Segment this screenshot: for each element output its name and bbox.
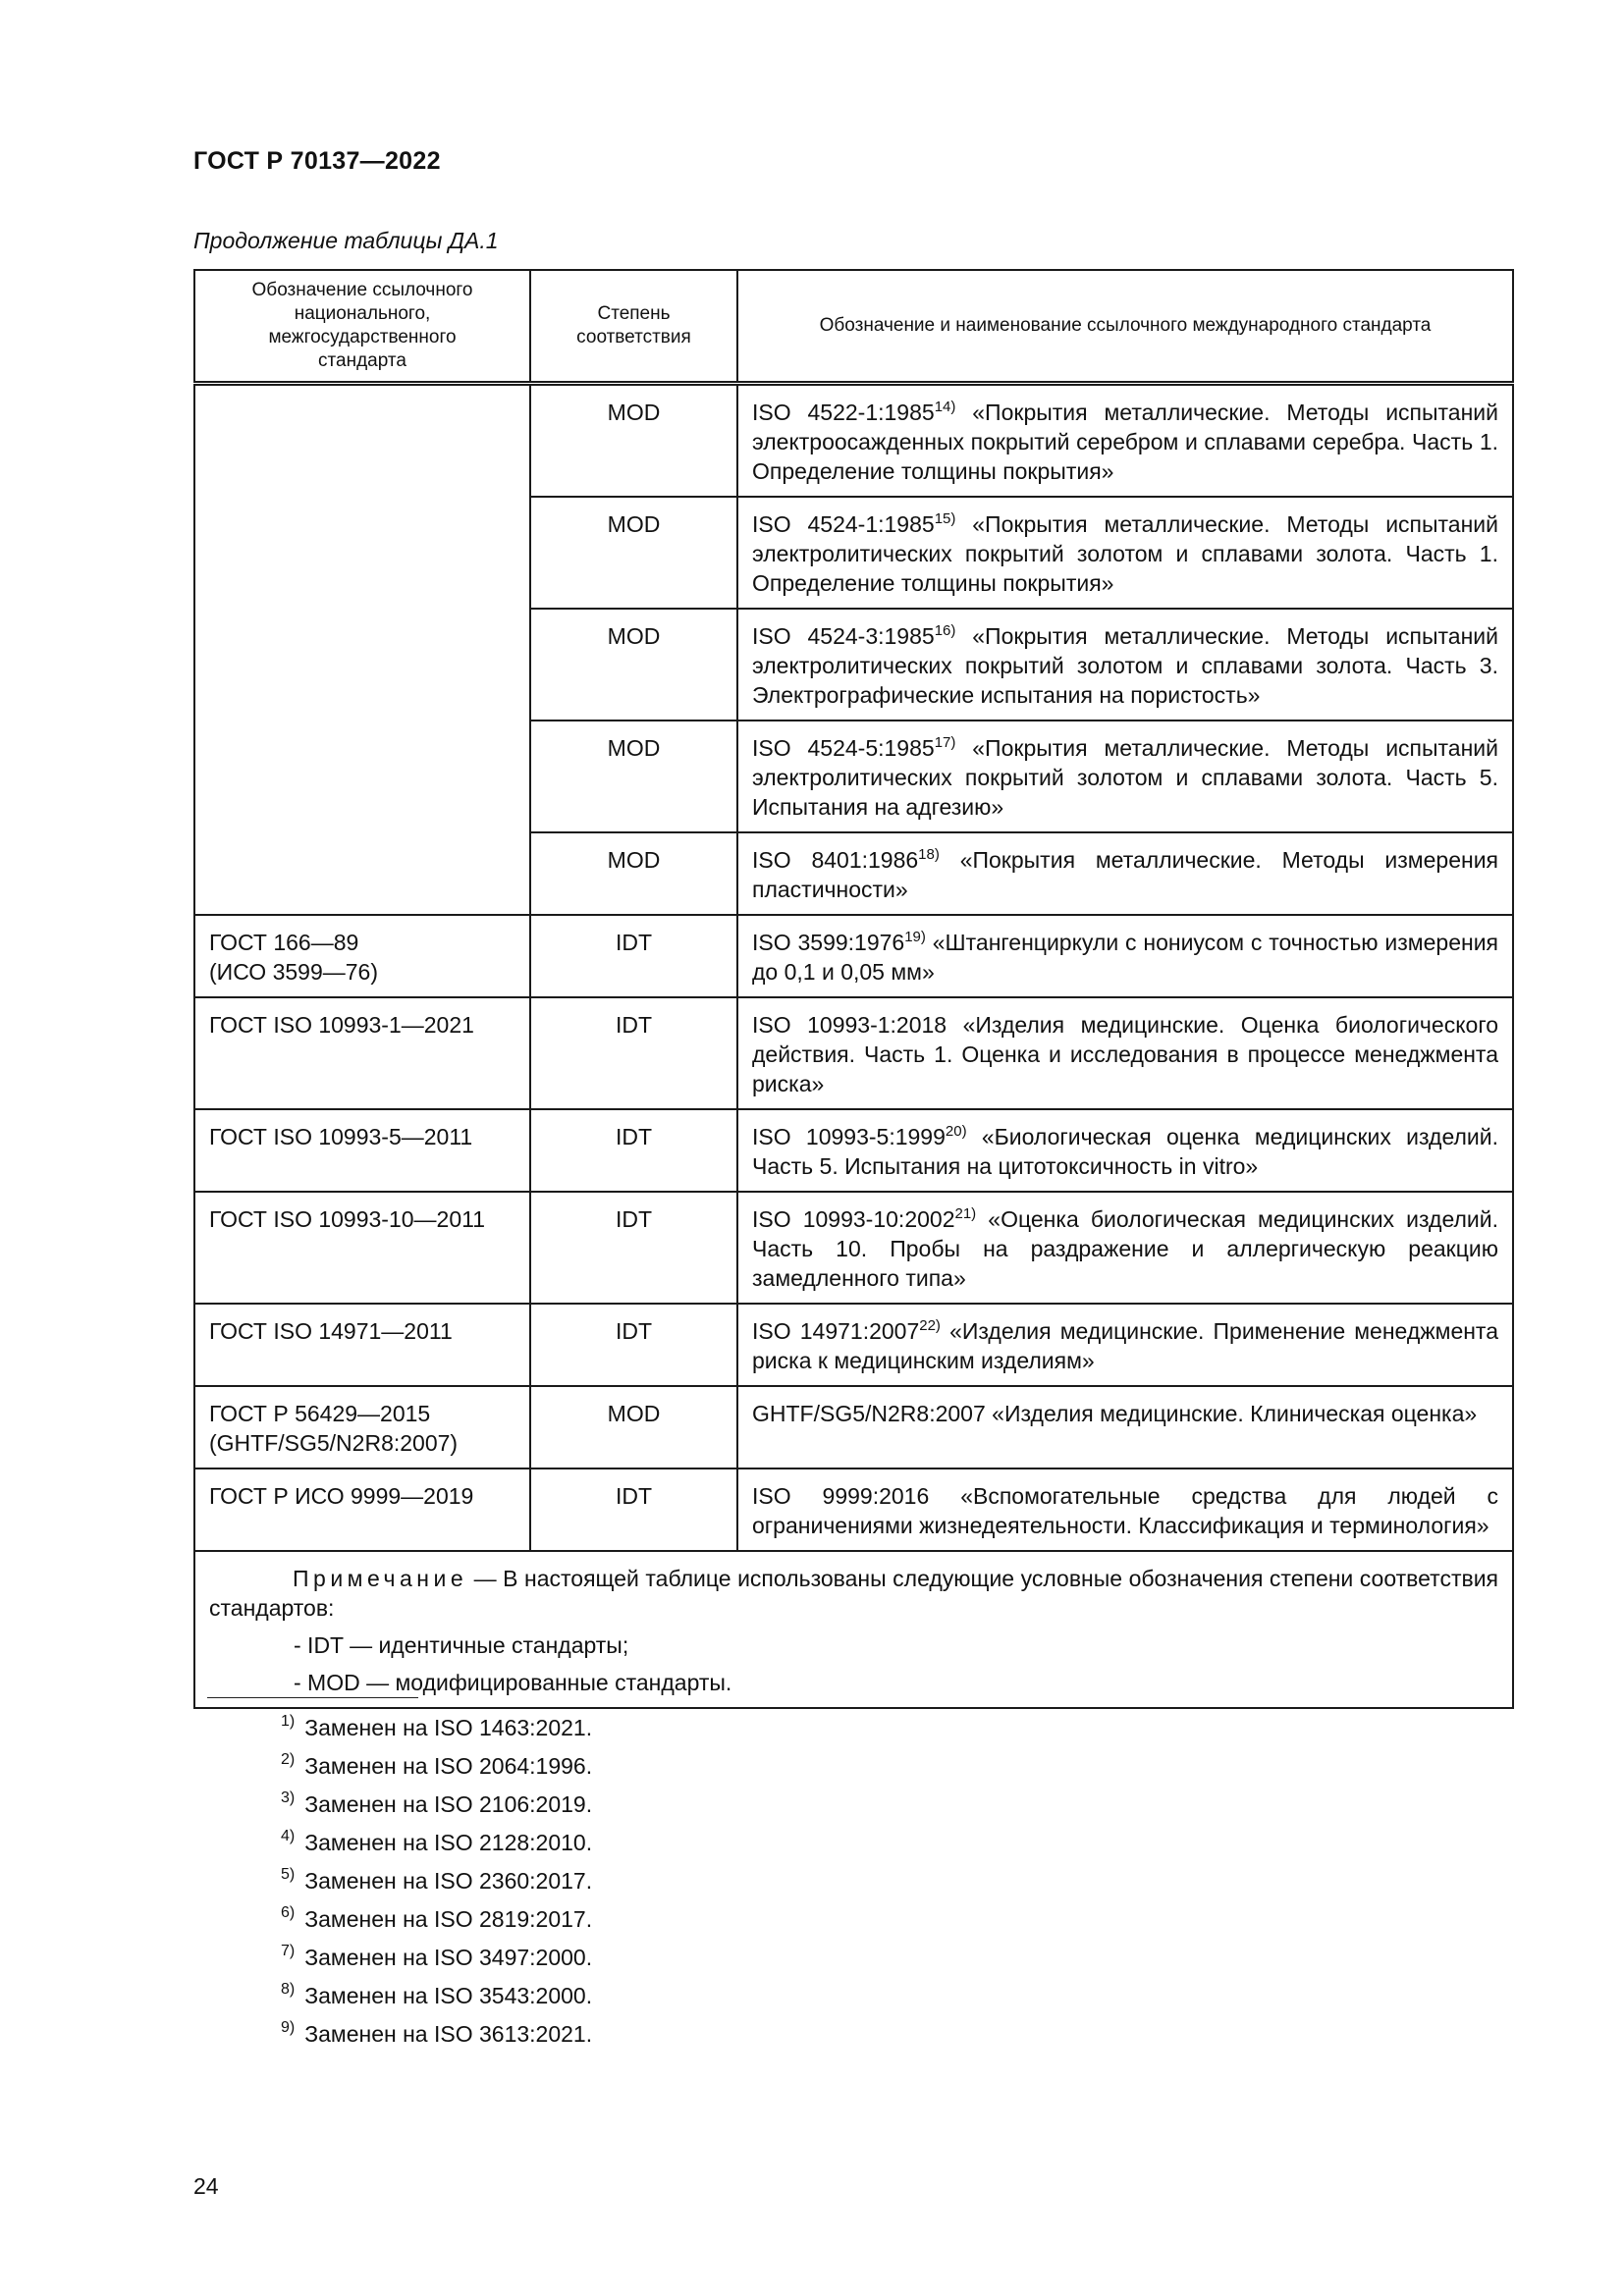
page-number: 24 [193, 2173, 219, 2199]
table-row [194, 609, 1513, 721]
national-standard: ГОСТ ISO 10993-10—2011 [209, 1206, 486, 1232]
table-row [194, 997, 1513, 1109]
table-row [194, 1109, 1513, 1192]
column-header-degree: Степень соответствия [530, 270, 737, 384]
national-standard: ГОСТ ISO 10993-5—2011 [209, 1124, 473, 1149]
note-text: — В настоящей таблице использованы следующие условные обозначения степени соответствия стандартов: [209, 1566, 1498, 1621]
table-row [194, 1468, 1513, 1551]
international-standard-code: ISO 4522-1:1985 [752, 400, 935, 425]
footnote-text: Заменен на ISO 3543:2000. [304, 1983, 593, 2008]
footnote [281, 1824, 592, 1862]
table-row [194, 832, 1513, 915]
national-standard-cell [194, 721, 530, 832]
international-standard-code: ISO 14971:2007 [752, 1318, 920, 1344]
international-standard-code: ISO 10993-5:1999 [752, 1124, 946, 1149]
international-standard-title: «Покрытия металлические. Методы испытаний электролитических покрытий золотом и сплавами золота. Часть 5. Испытания на адгезию» [752, 735, 1498, 820]
international-standard-cell [737, 609, 1513, 721]
national-standard: ГОСТ ISO 14971—2011 [209, 1318, 453, 1344]
footnote [281, 2015, 592, 2054]
footnote-ref: 21) [954, 1205, 977, 1222]
footnote-text: Заменен на ISO 2106:2019. [304, 1791, 593, 1817]
footnote [281, 1747, 592, 1786]
international-standard-code: ISO 10993-10:2002 [752, 1206, 955, 1232]
national-standard-cell [194, 1109, 530, 1192]
degree-of-correspondence: MOD [530, 609, 737, 721]
table-header-row [194, 270, 1513, 384]
note-item-idt: - IDT — идентичные стандарты; [294, 1632, 629, 1658]
international-standard-title: «Биологическая оценка медицинских изделий. Часть 5. Испытания на цитотоксичность in vitro» [752, 1124, 1499, 1179]
national-standard-equivalent: (ИСО 3599—76) [209, 959, 378, 985]
footnote-text: Заменен на ISO 2360:2017. [304, 1868, 593, 1894]
international-standard-code: GHTF/SG5/N2R8:2007 [752, 1401, 986, 1426]
footnote-number: 2) [281, 1751, 296, 1768]
table-row [194, 721, 1513, 832]
footnote [281, 1786, 592, 1824]
table-row [194, 915, 1513, 997]
national-standard-cell [194, 497, 530, 609]
footnote-text: Заменен на ISO 2064:1996. [304, 1753, 593, 1779]
footnote-number: 1) [281, 1713, 296, 1730]
footnote-text: Заменен на ISO 2819:2017. [304, 1906, 593, 1932]
footnote-ref: 16) [934, 622, 956, 639]
column-header-national: Обозначение ссылочного национального, межгосударственного стандарта [194, 270, 530, 384]
footnote-number: 5) [281, 1866, 296, 1883]
international-standard-cell [737, 1386, 1513, 1468]
international-standard-title: «Вспомогательные средства для людей с ограничениями жизнедеятельности. Классификация и терминология» [752, 1483, 1499, 1538]
table-row [194, 1386, 1513, 1468]
national-standard-cell [194, 997, 530, 1109]
international-standard-cell [737, 1192, 1513, 1304]
international-standard-title: «Штангенциркули с нониусом с точностью измерения до 0,1 и 0,05 мм» [752, 930, 1498, 985]
international-standard-code: ISO 3599:1976 [752, 930, 905, 955]
international-standard-code: ISO 4524-3:1985 [752, 623, 935, 649]
note-item-mod: - MOD — модифицированные стандарты. [294, 1670, 732, 1695]
degree-of-correspondence: IDT [530, 1304, 737, 1386]
standards-table [193, 269, 1514, 1709]
footnote [281, 1939, 592, 1977]
footnote-number: 6) [281, 1904, 296, 1921]
table-row [194, 497, 1513, 609]
table-caption: Продолжение таблицы ДА.1 [193, 228, 499, 253]
international-standard-cell [737, 1109, 1513, 1192]
footnotes [281, 1709, 592, 2054]
international-standard-code: ISO 9999:2016 [752, 1483, 930, 1509]
footnote [281, 1977, 592, 2015]
degree-of-correspondence: MOD [530, 721, 737, 832]
table-note-row [194, 1551, 1513, 1708]
national-standard-cell [194, 1304, 530, 1386]
footnote-ref: 20) [945, 1123, 967, 1140]
footnote-number: 9) [281, 2019, 296, 2036]
national-standard-cell [194, 384, 530, 498]
degree-of-correspondence: MOD [530, 497, 737, 609]
degree-of-correspondence: MOD [530, 384, 737, 498]
international-standard-cell [737, 721, 1513, 832]
international-standard-code: ISO 4524-1:1985 [752, 511, 935, 537]
national-standard-cell [194, 832, 530, 915]
footnote-number: 4) [281, 1828, 296, 1844]
table-note [194, 1551, 1513, 1708]
national-standard-cell [194, 609, 530, 721]
national-standard: ГОСТ Р 56429—2015 [209, 1401, 431, 1426]
national-standard-cell [194, 915, 530, 997]
footnote [281, 1709, 592, 1747]
international-standard-cell [737, 384, 1513, 498]
degree-of-correspondence: IDT [530, 1192, 737, 1304]
international-standard-title: «Изделия медицинские. Применение менеджмента риска к медицинским изделиям» [752, 1318, 1499, 1373]
international-standard-title: «Оценка биологическая медицинских изделий. Часть 10. Пробы на раздражение и аллергическую реакцию замедленного типа» [752, 1206, 1498, 1291]
degree-of-correspondence: MOD [530, 832, 737, 915]
national-standard-cell [194, 1386, 530, 1468]
national-standard-cell [194, 1468, 530, 1551]
footnote-ref: 14) [934, 399, 956, 415]
footnote [281, 1862, 592, 1900]
international-standard-code: ISO 10993-1:2018 [752, 1012, 947, 1038]
international-standard-cell [737, 1468, 1513, 1551]
international-standard-title: «Изделия медицинские. Оценка биологического действия. Часть 1. Оценка и исследования в процессе менеджмента риска» [752, 1012, 1498, 1096]
footnote-ref: 17) [934, 734, 956, 751]
footnote-ref: 22) [919, 1317, 941, 1334]
national-standard: ГОСТ 166—89 [209, 930, 359, 955]
table-row [194, 384, 1513, 498]
international-standard-title: «Покрытия металлические. Методы испытаний электролитических покрытий золотом и сплавами золота. Часть 1. Определение толщины покрытия» [752, 511, 1498, 596]
national-standard-cell [194, 1192, 530, 1304]
international-standard-cell [737, 997, 1513, 1109]
table-row [194, 1304, 1513, 1386]
degree-of-correspondence: IDT [530, 915, 737, 997]
footnote-ref: 15) [934, 510, 956, 527]
international-standard-title: «Покрытия металлические. Методы испытаний электроосажденных покрытий серебром и сплавами серебра. Часть 1. Определение толщины покрытия» [752, 400, 1498, 484]
footnote-number: 7) [281, 1943, 296, 1959]
footnote-number: 8) [281, 1981, 296, 1998]
footnote-text: Заменен на ISO 1463:2021. [304, 1715, 593, 1740]
international-standard-code: ISO 8401:1986 [752, 847, 919, 873]
document-code-header: ГОСТ Р 70137—2022 [193, 147, 441, 175]
international-standard-cell [737, 832, 1513, 915]
international-standard-code: ISO 4524-5:1985 [752, 735, 935, 761]
national-standard-equivalent: (GHTF/SG5/N2R8:2007) [209, 1430, 459, 1456]
degree-of-correspondence: IDT [530, 997, 737, 1109]
footnote-number: 3) [281, 1789, 296, 1806]
international-standard-cell [737, 1304, 1513, 1386]
footnote-text: Заменен на ISO 2128:2010. [304, 1830, 593, 1855]
international-standard-cell [737, 915, 1513, 997]
international-standard-cell [737, 497, 1513, 609]
degree-of-correspondence: MOD [530, 1386, 737, 1468]
table-row [194, 1192, 1513, 1304]
footnote [281, 1900, 592, 1939]
footnote-ref: 18) [918, 846, 940, 863]
degree-of-correspondence: IDT [530, 1109, 737, 1192]
international-standard-title: «Покрытия металлические. Методы измерения пластичности» [752, 847, 1499, 902]
footnote-separator [207, 1697, 418, 1698]
footnote-ref: 19) [904, 929, 926, 945]
national-standard: ГОСТ ISO 10993-1—2021 [209, 1012, 474, 1038]
footnote-text: Заменен на ISO 3497:2000. [304, 1945, 593, 1970]
note-label: Примечание [293, 1566, 468, 1591]
international-standard-title: «Изделия медицинские. Клиническая оценка» [992, 1401, 1478, 1426]
degree-of-correspondence: IDT [530, 1468, 737, 1551]
international-standard-title: «Покрытия металлические. Методы испытаний электролитических покрытий золотом и сплавами золота. Часть 3. Электрографические испытания на пористость» [752, 623, 1498, 708]
column-header-international: Обозначение и наименование ссылочного международного стандарта [737, 270, 1513, 384]
national-standard: ГОСТ Р ИСО 9999—2019 [209, 1483, 474, 1509]
footnote-text: Заменен на ISO 3613:2021. [304, 2021, 593, 2047]
